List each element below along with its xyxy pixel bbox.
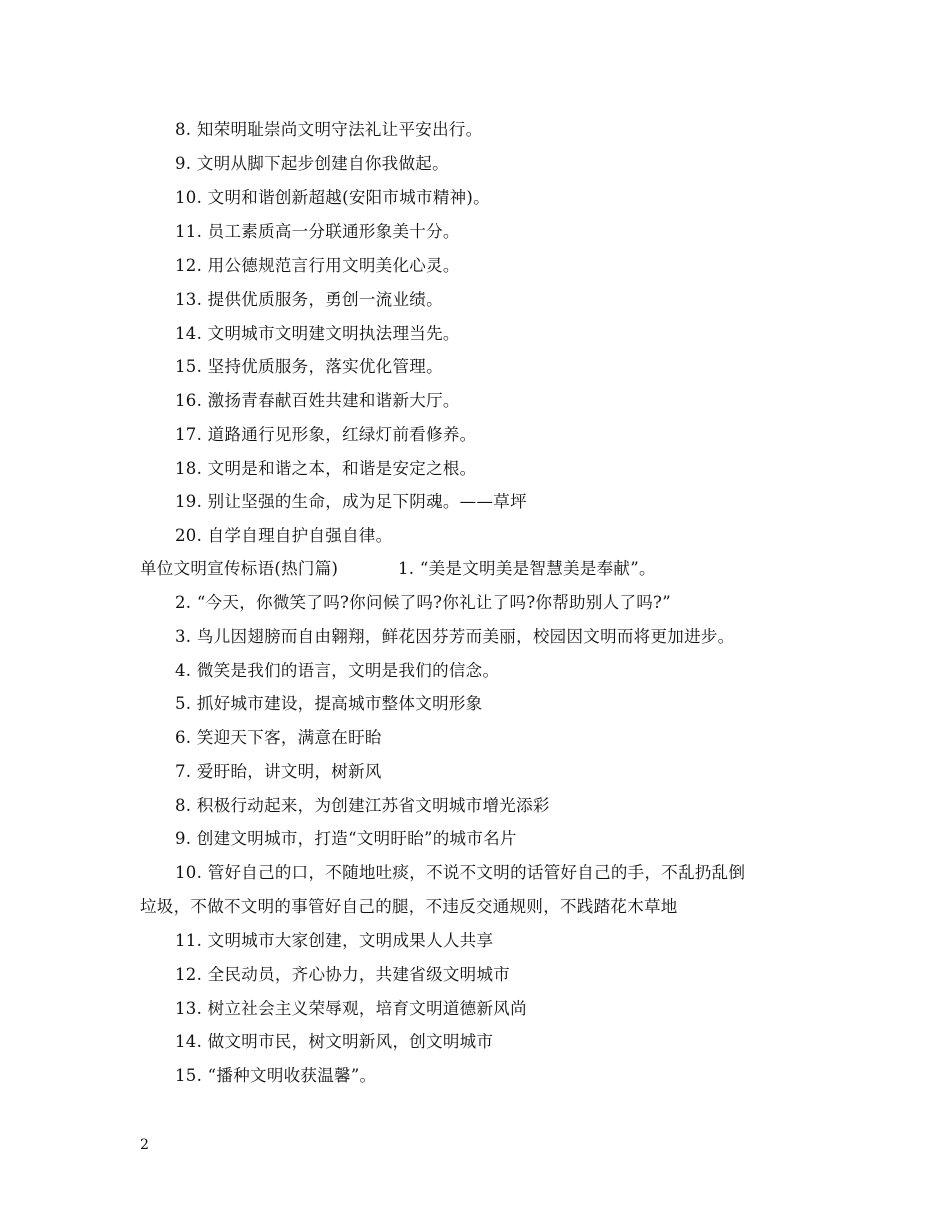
page-number: 2 bbox=[140, 1137, 149, 1153]
slogan-line: 8. 积极行动起来，为创建江苏省文明城市增光添彩 bbox=[175, 796, 550, 815]
slogan-continuation: 垃圾，不做不文明的事管好自己的腿，不违反交通规则，不践踏花木草地 bbox=[140, 897, 678, 916]
slogan-line: 15. “播种文明收获温馨”。 bbox=[175, 1066, 377, 1085]
slogan-line: 16. 激扬青春献百姓共建和谐新大厅。 bbox=[175, 391, 460, 410]
slogan-line: 10. 文明和谐创新超越(安阳市城市精神)。 bbox=[175, 188, 490, 207]
slogan-line: 17. 道路通行见形象，红绿灯前看修养。 bbox=[175, 425, 477, 444]
slogan-line: 9. 文明从脚下起步创建自你我做起。 bbox=[175, 154, 449, 173]
slogan-line: 10. 管好自己的口，不随地吐痰，不说不文明的话管好自己的手，不乱扔乱倒 bbox=[175, 863, 746, 882]
slogan-line: 8. 知荣明耻崇尚文明守法礼让平安出行。 bbox=[175, 120, 483, 139]
section-heading-line bbox=[0, 558, 950, 580]
slogan-line: 18. 文明是和谐之本，和谐是安定之根。 bbox=[175, 459, 477, 478]
slogan-line: 5. 抓好城市建设，提高城市整体文明形象 bbox=[175, 694, 483, 713]
slogan-line: 3. 鸟儿因翅膀而自由翱翔，鲜花因芬芳而美丽，校园因文明而将更加进步。 bbox=[175, 627, 735, 646]
slogan-line: 12. 全民动员，齐心协力，共建省级文明城市 bbox=[175, 965, 511, 984]
slogan-line: 14. 做文明市民，树文明新风，创文明城市 bbox=[175, 1032, 494, 1051]
slogan-line: 13. 树立社会主义荣辱观，培育文明道德新风尚 bbox=[175, 999, 527, 1018]
slogan-line: 9. 创建文明城市，打造“文明盱眙”的城市名片 bbox=[175, 829, 517, 848]
slogan-line: 19. 别让坚强的生命，成为足下阴魂。——草坪 bbox=[175, 492, 527, 511]
slogan-line: 20. 自学自理自护自强自律。 bbox=[175, 526, 393, 545]
slogan-line: 14. 文明城市文明建文明执法理当先。 bbox=[175, 324, 460, 343]
slogan-line: 7. 爱盱眙，讲文明，树新风 bbox=[175, 762, 382, 781]
slogan-line: 13. 提供优质服务，勇创一流业绩。 bbox=[175, 290, 443, 309]
slogan-line: 6. 笑迎天下客，满意在盱眙 bbox=[175, 728, 382, 747]
slogan-line: 1. “美是文明美是智慧美是奉献”。 bbox=[398, 559, 656, 578]
section-title: 单位文明宣传标语(热门篇) bbox=[140, 559, 339, 578]
slogan-line: 11. 员工素质高一分联通形象美十分。 bbox=[175, 222, 460, 241]
slogan-line: 15. 坚持优质服务，落实优化管理。 bbox=[175, 357, 443, 376]
slogan-line: 4. 微笑是我们的语言，文明是我们的信念。 bbox=[175, 661, 500, 680]
slogan-line: 11. 文明城市大家创建，文明成果人人共享 bbox=[175, 931, 494, 950]
slogan-line: 12. 用公德规范言行用文明美化心灵。 bbox=[175, 256, 460, 275]
slogan-line: 2. “今天，你微笑了吗?你问候了吗?你礼让了吗?你帮助别人了吗?” bbox=[175, 593, 671, 612]
